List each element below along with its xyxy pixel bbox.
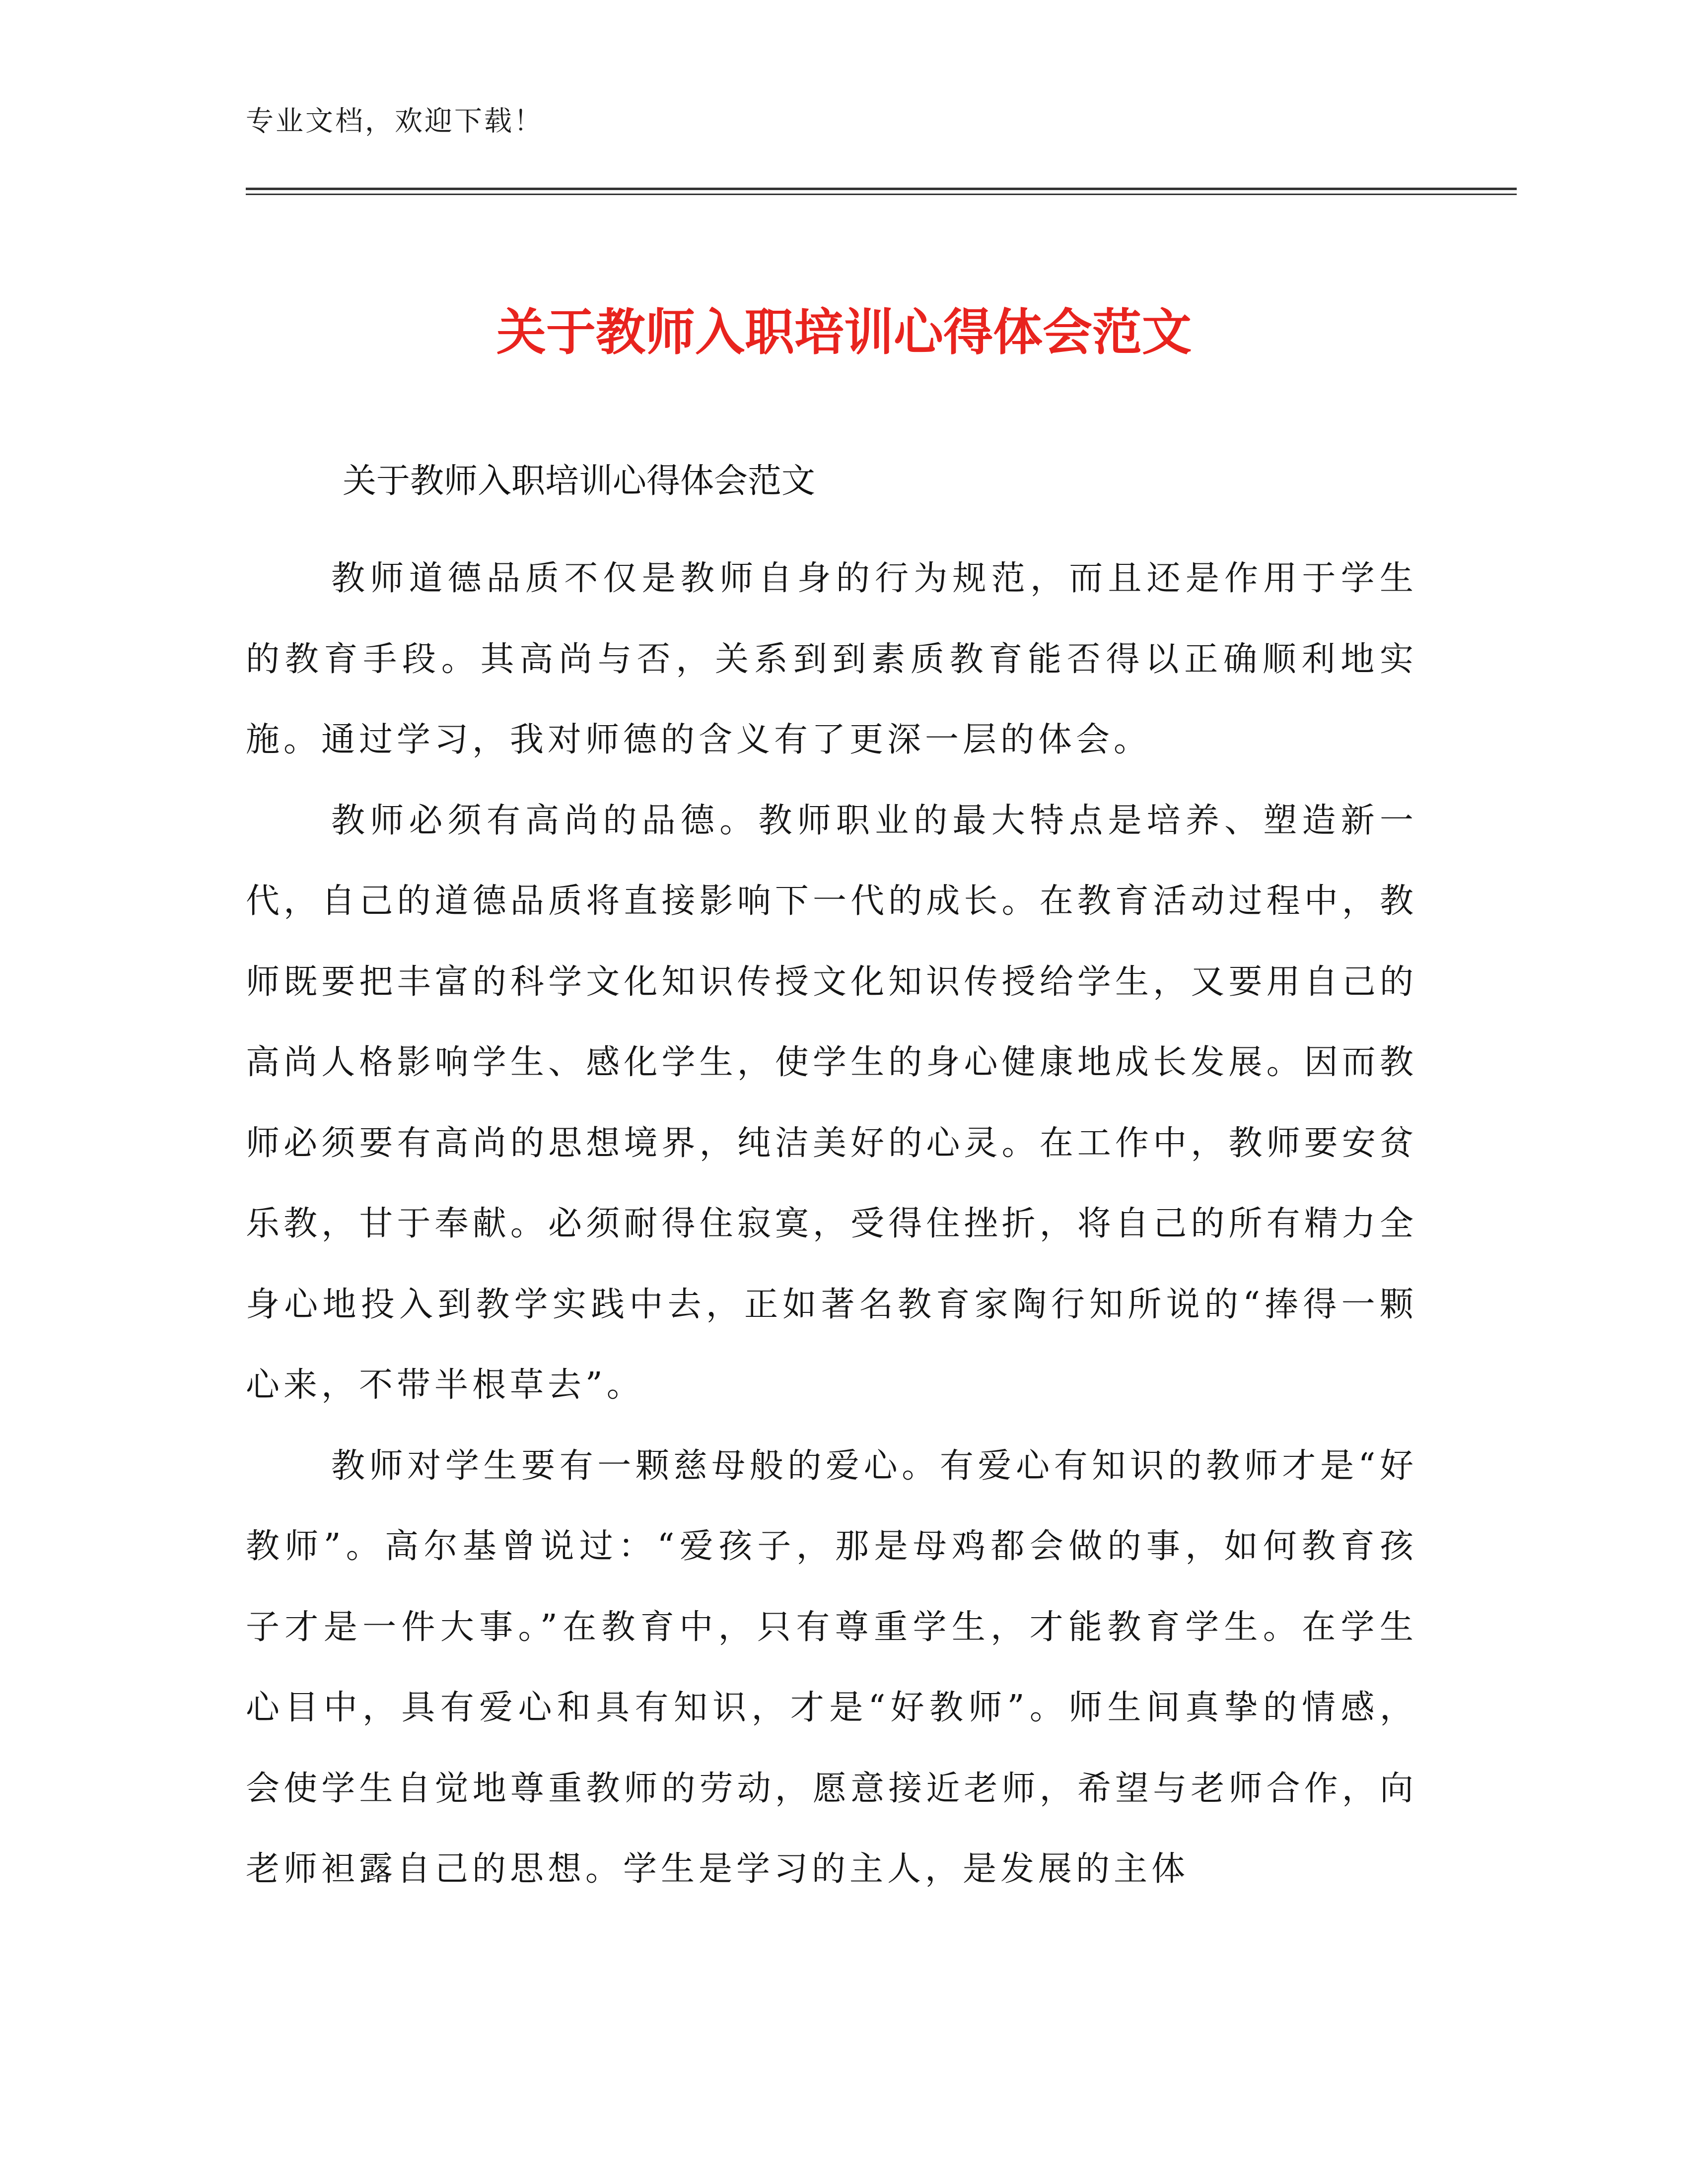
document-subheading: 关于教师入职培训心得体会范文 (343, 462, 816, 501)
header-divider-thick (246, 188, 1517, 190)
paragraph-3: 教师对学生要有一颗慈母般的爱心。有爱心有知识的教师才是“好教师”。高尔基曾说过：“爱孩子，那是母鸡都会做的事，如何教育孩子才是一件大事。”在教育中，只有尊重学生，才能教育学生。在学生心目中，具有爱心和具有知识，才是“好教师”。师生间真挚的情感，会使学生自觉地尊重教师的劳动，愿意接近老师，希望与老师合作，向老师袒露自己的思想。学生是学习的主人，是发展的主体 (246, 1446, 1418, 1889)
header-divider-thin (246, 194, 1517, 195)
header-note: 专业文档，欢迎下载！ (246, 105, 544, 137)
document-body (246, 539, 1417, 1910)
document-title: 关于教师入职培训心得体会范文 (496, 303, 1192, 361)
paragraph-2: 教师必须有高尚的品德。教师职业的最大特点是培养、塑造新一代，自己的道德品质将直接影响下一代的成长。在教育活动过程中，教师既要把丰富的科学文化知识传授文化知识传授给学生，又要用自己的高尚人格影响学生、感化学生，使学生的身心健康地成长发展。因而教师必须要有高尚的思想境界，纯洁美好的心灵。在工作中，教师要安贫乐教，甘于奉献。必须耐得住寂寞，受得住挫折，将自己的所有精力全身心地投入到教学实践中去，正如著名教育家陶行知所说的“捧得一颗心来，不带半根草去”。 (246, 801, 1417, 1405)
paragraph-1: 教师道德品质不仅是教师自身的行为规范，而且还是作用于学生的教育手段。其高尚与否，关系到到素质教育能否得以正确顺利地实施。通过学习，我对师德的含义有了更深一层的体会。 (246, 559, 1417, 759)
